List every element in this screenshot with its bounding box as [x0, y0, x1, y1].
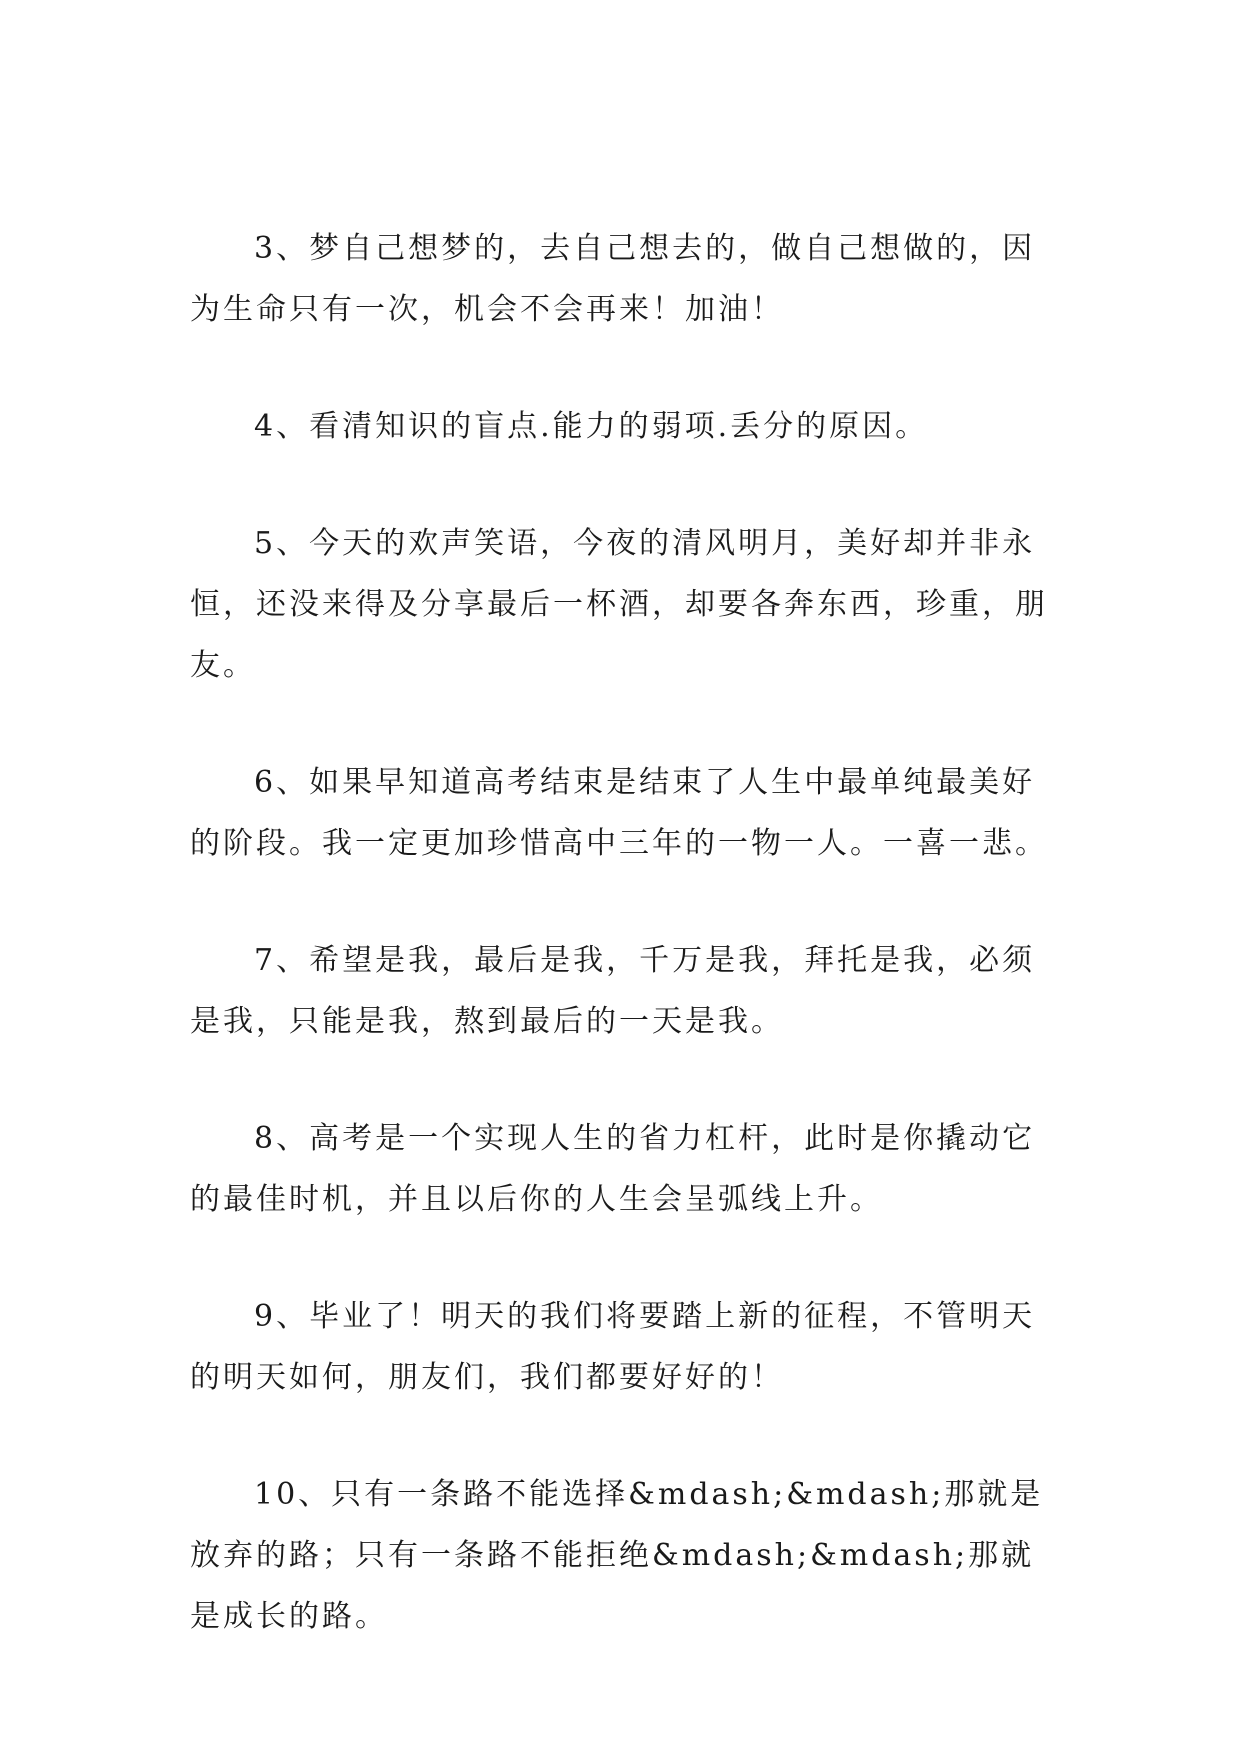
paragraph-6: 6、如果早知道高考结束是结束了人生中最单纯最美好的阶段。我一定更加珍惜高中三年的一物一人。一喜一悲。: [190, 765, 1048, 861]
paragraph-3: 3、梦自己想梦的，去自己想去的，做自己想做的，因为生命只有一次，机会不会再来！加油！: [190, 231, 1036, 327]
paragraph-8: 8、高考是一个实现人生的省力杠杆，此时是你撬动它的最佳时机，并且以后你的人生会呈弧线上升。: [190, 1121, 1036, 1217]
paragraph-5: 5、今天的欢声笑语，今夜的清风明月，美好却并非永恒，还没来得及分享最后一杯酒，却要各奔东西，珍重，朋友。: [190, 526, 1048, 683]
paragraph-10: 10、只有一条路不能选择&mdash;&mdash;那就是放弃的路；只有一条路不能拒绝&mdash;&mdash;那就是成长的路。: [190, 1477, 1044, 1634]
document-body: [190, 218, 1060, 1703]
paragraph-4: 4、看清知识的盲点.能力的弱项.丢分的原因。: [254, 409, 929, 444]
paragraph-9: 9、毕业了！明天的我们将要踏上新的征程，不管明天的明天如何，朋友们，我们都要好好的！: [190, 1299, 1036, 1395]
paragraph-7: 7、希望是我，最后是我，千万是我，拜托是我，必须是我，只能是我，熬到最后的一天是我。: [190, 943, 1036, 1039]
